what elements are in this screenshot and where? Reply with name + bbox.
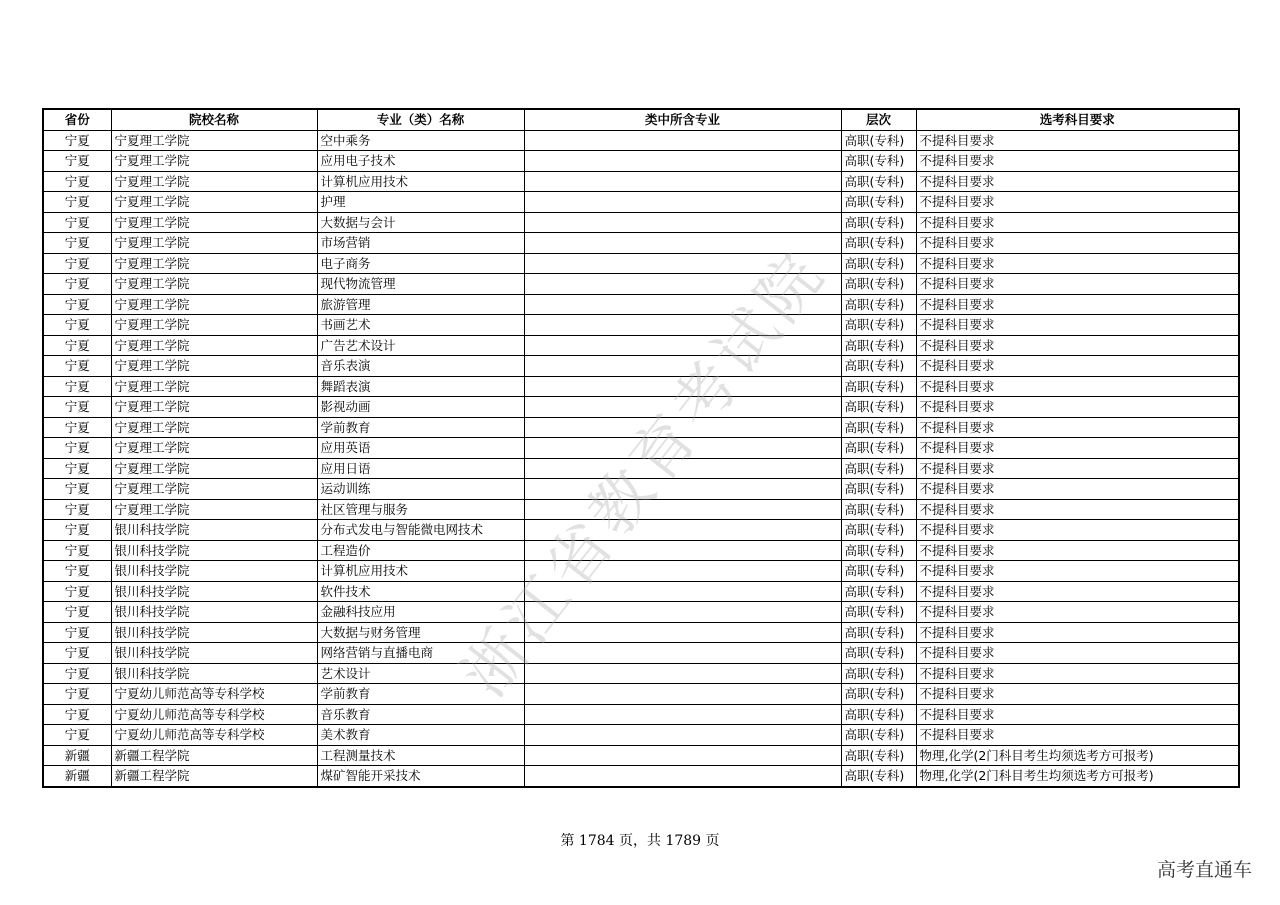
cell-included-majors: [524, 335, 841, 356]
cell-included-majors: [524, 479, 841, 500]
cell-province: 宁夏: [43, 171, 111, 192]
cell-subject-requirement: 不提科目要求: [916, 725, 1239, 746]
cell-major: 大数据与会计: [317, 212, 524, 233]
cell-major: 大数据与财务管理: [317, 622, 524, 643]
cell-school: 新疆工程学院: [111, 766, 317, 787]
cell-subject-requirement: 不提科目要求: [916, 335, 1239, 356]
table-row: [43, 335, 1239, 356]
cell-major: 空中乘务: [317, 130, 524, 151]
cell-included-majors: [524, 171, 841, 192]
cell-included-majors: [524, 643, 841, 664]
cell-major: 学前教育: [317, 417, 524, 438]
watermark: 浙江省教育考试院: [447, 236, 841, 710]
cell-subject-requirement: 不提科目要求: [916, 253, 1239, 274]
cell-included-majors: [524, 212, 841, 233]
cell-province: 宁夏: [43, 315, 111, 336]
table-row: [43, 663, 1239, 684]
cell-province: 宁夏: [43, 192, 111, 213]
cell-school: 宁夏理工学院: [111, 458, 317, 479]
cell-province: 宁夏: [43, 417, 111, 438]
cell-included-majors: [524, 602, 841, 623]
cell-school: 宁夏理工学院: [111, 376, 317, 397]
cell-subject-requirement: 不提科目要求: [916, 192, 1239, 213]
cell-province: 宁夏: [43, 704, 111, 725]
table-row: [43, 130, 1239, 151]
cell-included-majors: [524, 499, 841, 520]
cell-province: 宁夏: [43, 130, 111, 151]
cell-level: 高职(专科): [841, 417, 916, 438]
cell-province: 宁夏: [43, 253, 111, 274]
cell-subject-requirement: 不提科目要求: [916, 315, 1239, 336]
cell-school: 宁夏幼儿师范高等专科学校: [111, 725, 317, 746]
cell-major: 软件技术: [317, 581, 524, 602]
table-row: [43, 212, 1239, 233]
cell-included-majors: [524, 622, 841, 643]
cell-major: 影视动画: [317, 397, 524, 418]
cell-level: 高职(专科): [841, 335, 916, 356]
table-row: [43, 376, 1239, 397]
table-row: [43, 561, 1239, 582]
cell-included-majors: [524, 376, 841, 397]
cell-school: 宁夏理工学院: [111, 417, 317, 438]
cell-level: 高职(专科): [841, 581, 916, 602]
cell-subject-requirement: 不提科目要求: [916, 684, 1239, 705]
cell-subject-requirement: 不提科目要求: [916, 212, 1239, 233]
cell-major: 工程造价: [317, 540, 524, 561]
cell-school: 宁夏理工学院: [111, 151, 317, 172]
cell-school: 宁夏理工学院: [111, 212, 317, 233]
cell-subject-requirement: 不提科目要求: [916, 130, 1239, 151]
cell-province: 宁夏: [43, 499, 111, 520]
cell-subject-requirement: 不提科目要求: [916, 274, 1239, 295]
cell-level: 高职(专科): [841, 704, 916, 725]
cell-level: 高职(专科): [841, 233, 916, 254]
cell-school: 宁夏理工学院: [111, 315, 317, 336]
cell-subject-requirement: 不提科目要求: [916, 294, 1239, 315]
cell-included-majors: [524, 438, 841, 459]
cell-province: 宁夏: [43, 663, 111, 684]
cell-included-majors: [524, 151, 841, 172]
table-row: [43, 581, 1239, 602]
cell-school: 宁夏理工学院: [111, 499, 317, 520]
page-number: 第 1784 页，共 1789 页: [560, 833, 720, 849]
cell-level: 高职(专科): [841, 663, 916, 684]
cell-included-majors: [524, 581, 841, 602]
cell-major: 网络营销与直播电商: [317, 643, 524, 664]
cell-level: 高职(专科): [841, 561, 916, 582]
cell-major: 艺术设计: [317, 663, 524, 684]
cell-included-majors: [524, 130, 841, 151]
cell-level: 高职(专科): [841, 643, 916, 664]
cell-school: 宁夏幼儿师范高等专科学校: [111, 704, 317, 725]
cell-major: 分布式发电与智能微电网技术: [317, 520, 524, 541]
cell-level: 高职(专科): [841, 130, 916, 151]
cell-province: 宁夏: [43, 335, 111, 356]
cell-level: 高职(专科): [841, 745, 916, 766]
cell-school: 银川科技学院: [111, 561, 317, 582]
cell-school: 银川科技学院: [111, 581, 317, 602]
table-row: [43, 438, 1239, 459]
cell-school: 银川科技学院: [111, 602, 317, 623]
cell-included-majors: [524, 417, 841, 438]
cell-major: 金融科技应用: [317, 602, 524, 623]
cell-major: 电子商务: [317, 253, 524, 274]
cell-included-majors: [524, 766, 841, 787]
table-row: [43, 499, 1239, 520]
cell-level: 高职(专科): [841, 253, 916, 274]
table-row: [43, 458, 1239, 479]
cell-subject-requirement: 不提科目要求: [916, 561, 1239, 582]
table-row: [43, 622, 1239, 643]
cell-level: 高职(专科): [841, 397, 916, 418]
cell-major: 应用电子技术: [317, 151, 524, 172]
table-row: [43, 684, 1239, 705]
table-row: [43, 643, 1239, 664]
table-row: [43, 520, 1239, 541]
cell-level: 高职(专科): [841, 356, 916, 377]
cell-major: 护理: [317, 192, 524, 213]
cell-subject-requirement: 不提科目要求: [916, 540, 1239, 561]
table-row: [43, 233, 1239, 254]
cell-included-majors: [524, 745, 841, 766]
cell-province: 宁夏: [43, 622, 111, 643]
table-body: [43, 130, 1239, 787]
cell-level: 高职(专科): [841, 212, 916, 233]
cell-level: 高职(专科): [841, 540, 916, 561]
cell-subject-requirement: 不提科目要求: [916, 704, 1239, 725]
admission-requirements-table: [42, 108, 1240, 788]
cell-major: 社区管理与服务: [317, 499, 524, 520]
cell-included-majors: [524, 663, 841, 684]
cell-major: 书画艺术: [317, 315, 524, 336]
cell-included-majors: [524, 356, 841, 377]
cell-school: 银川科技学院: [111, 540, 317, 561]
header-school: 院校名称: [111, 109, 317, 130]
cell-major: 工程测量技术: [317, 745, 524, 766]
cell-included-majors: [524, 561, 841, 582]
cell-level: 高职(专科): [841, 766, 916, 787]
cell-included-majors: [524, 520, 841, 541]
cell-level: 高职(专科): [841, 438, 916, 459]
cell-subject-requirement: 物理,化学(2门科目考生均须选考方可报考): [916, 766, 1239, 787]
table-header-row: [43, 109, 1239, 130]
table-row: [43, 704, 1239, 725]
table-row: [43, 540, 1239, 561]
cell-province: 宁夏: [43, 479, 111, 500]
cell-province: 宁夏: [43, 540, 111, 561]
cell-subject-requirement: 不提科目要求: [916, 438, 1239, 459]
cell-province: 宁夏: [43, 438, 111, 459]
cell-province: 宁夏: [43, 376, 111, 397]
cell-level: 高职(专科): [841, 458, 916, 479]
cell-province: 宁夏: [43, 643, 111, 664]
cell-subject-requirement: 不提科目要求: [916, 602, 1239, 623]
cell-major: 美术教育: [317, 725, 524, 746]
cell-subject-requirement: 不提科目要求: [916, 233, 1239, 254]
header-major: 专业（类）名称: [317, 109, 524, 130]
header-included-majors: 类中所含专业: [524, 109, 841, 130]
cell-major: 音乐表演: [317, 356, 524, 377]
cell-province: 新疆: [43, 745, 111, 766]
cell-school: 宁夏理工学院: [111, 356, 317, 377]
cell-province: 宁夏: [43, 725, 111, 746]
cell-subject-requirement: 物理,化学(2门科目考生均须选考方可报考): [916, 745, 1239, 766]
cell-included-majors: [524, 684, 841, 705]
cell-province: 宁夏: [43, 212, 111, 233]
cell-major: 旅游管理: [317, 294, 524, 315]
cell-level: 高职(专科): [841, 725, 916, 746]
cell-level: 高职(专科): [841, 520, 916, 541]
cell-included-majors: [524, 233, 841, 254]
cell-school: 宁夏理工学院: [111, 130, 317, 151]
cell-subject-requirement: 不提科目要求: [916, 376, 1239, 397]
cell-included-majors: [524, 315, 841, 336]
cell-subject-requirement: 不提科目要求: [916, 622, 1239, 643]
cell-school: 宁夏理工学院: [111, 294, 317, 315]
cell-major: 运动训练: [317, 479, 524, 500]
table-row: [43, 725, 1239, 746]
cell-province: 宁夏: [43, 581, 111, 602]
cell-included-majors: [524, 725, 841, 746]
cell-major: 市场营销: [317, 233, 524, 254]
cell-subject-requirement: 不提科目要求: [916, 171, 1239, 192]
cell-school: 宁夏理工学院: [111, 397, 317, 418]
table-row: [43, 315, 1239, 336]
cell-subject-requirement: 不提科目要求: [916, 643, 1239, 664]
cell-level: 高职(专科): [841, 684, 916, 705]
cell-province: 宁夏: [43, 458, 111, 479]
cell-major: 广告艺术设计: [317, 335, 524, 356]
cell-school: 宁夏理工学院: [111, 253, 317, 274]
cell-major: 音乐教育: [317, 704, 524, 725]
cell-major: 应用日语: [317, 458, 524, 479]
cell-subject-requirement: 不提科目要求: [916, 151, 1239, 172]
cell-major: 现代物流管理: [317, 274, 524, 295]
header-subject-requirement: 选考科目要求: [916, 109, 1239, 130]
cell-level: 高职(专科): [841, 315, 916, 336]
cell-subject-requirement: 不提科目要求: [916, 458, 1239, 479]
table-row: [43, 602, 1239, 623]
cell-level: 高职(专科): [841, 376, 916, 397]
cell-school: 宁夏理工学院: [111, 192, 317, 213]
cell-school: 宁夏理工学院: [111, 438, 317, 459]
cell-level: 高职(专科): [841, 499, 916, 520]
cell-included-majors: [524, 192, 841, 213]
cell-school: 银川科技学院: [111, 622, 317, 643]
cell-school: 宁夏理工学院: [111, 233, 317, 254]
cell-major: 计算机应用技术: [317, 561, 524, 582]
cell-school: 宁夏理工学院: [111, 479, 317, 500]
cell-province: 宁夏: [43, 151, 111, 172]
table-row: [43, 294, 1239, 315]
cell-level: 高职(专科): [841, 171, 916, 192]
table-row: [43, 417, 1239, 438]
cell-subject-requirement: 不提科目要求: [916, 520, 1239, 541]
cell-subject-requirement: 不提科目要求: [916, 397, 1239, 418]
cell-province: 宁夏: [43, 274, 111, 295]
cell-school: 银川科技学院: [111, 520, 317, 541]
cell-included-majors: [524, 458, 841, 479]
cell-school: 银川科技学院: [111, 663, 317, 684]
table-row: [43, 745, 1239, 766]
cell-major: 学前教育: [317, 684, 524, 705]
table-row: [43, 151, 1239, 172]
admission-requirements-table-container: [42, 108, 1238, 788]
table-row: [43, 356, 1239, 377]
cell-province: 宁夏: [43, 356, 111, 377]
cell-school: 宁夏理工学院: [111, 171, 317, 192]
header-province: 省份: [43, 109, 111, 130]
header-level: 层次: [841, 109, 916, 130]
cell-subject-requirement: 不提科目要求: [916, 356, 1239, 377]
cell-major: 舞蹈表演: [317, 376, 524, 397]
table-row: [43, 479, 1239, 500]
cell-school: 宁夏幼儿师范高等专科学校: [111, 684, 317, 705]
cell-school: 宁夏理工学院: [111, 274, 317, 295]
table-row: [43, 397, 1239, 418]
cell-province: 宁夏: [43, 233, 111, 254]
cell-province: 宁夏: [43, 561, 111, 582]
cell-level: 高职(专科): [841, 602, 916, 623]
cell-major: 应用英语: [317, 438, 524, 459]
brand-logo-text: 高考直通车: [1156, 859, 1252, 881]
cell-level: 高职(专科): [841, 294, 916, 315]
cell-level: 高职(专科): [841, 192, 916, 213]
table-row: [43, 274, 1239, 295]
cell-major: 煤矿智能开采技术: [317, 766, 524, 787]
cell-school: 银川科技学院: [111, 643, 317, 664]
cell-subject-requirement: 不提科目要求: [916, 581, 1239, 602]
cell-included-majors: [524, 397, 841, 418]
table-row: [43, 253, 1239, 274]
cell-level: 高职(专科): [841, 151, 916, 172]
cell-subject-requirement: 不提科目要求: [916, 499, 1239, 520]
cell-school: 宁夏理工学院: [111, 335, 317, 356]
cell-province: 宁夏: [43, 684, 111, 705]
cell-included-majors: [524, 704, 841, 725]
cell-level: 高职(专科): [841, 274, 916, 295]
cell-subject-requirement: 不提科目要求: [916, 417, 1239, 438]
cell-major: 计算机应用技术: [317, 171, 524, 192]
cell-included-majors: [524, 294, 841, 315]
cell-subject-requirement: 不提科目要求: [916, 479, 1239, 500]
cell-school: 新疆工程学院: [111, 745, 317, 766]
table-row: [43, 192, 1239, 213]
table-row: [43, 766, 1239, 787]
cell-included-majors: [524, 540, 841, 561]
cell-province: 宁夏: [43, 294, 111, 315]
cell-province: 新疆: [43, 766, 111, 787]
cell-included-majors: [524, 274, 841, 295]
cell-level: 高职(专科): [841, 479, 916, 500]
cell-province: 宁夏: [43, 397, 111, 418]
cell-province: 宁夏: [43, 602, 111, 623]
cell-province: 宁夏: [43, 520, 111, 541]
cell-subject-requirement: 不提科目要求: [916, 663, 1239, 684]
cell-level: 高职(专科): [841, 622, 916, 643]
table-row: [43, 171, 1239, 192]
cell-included-majors: [524, 253, 841, 274]
